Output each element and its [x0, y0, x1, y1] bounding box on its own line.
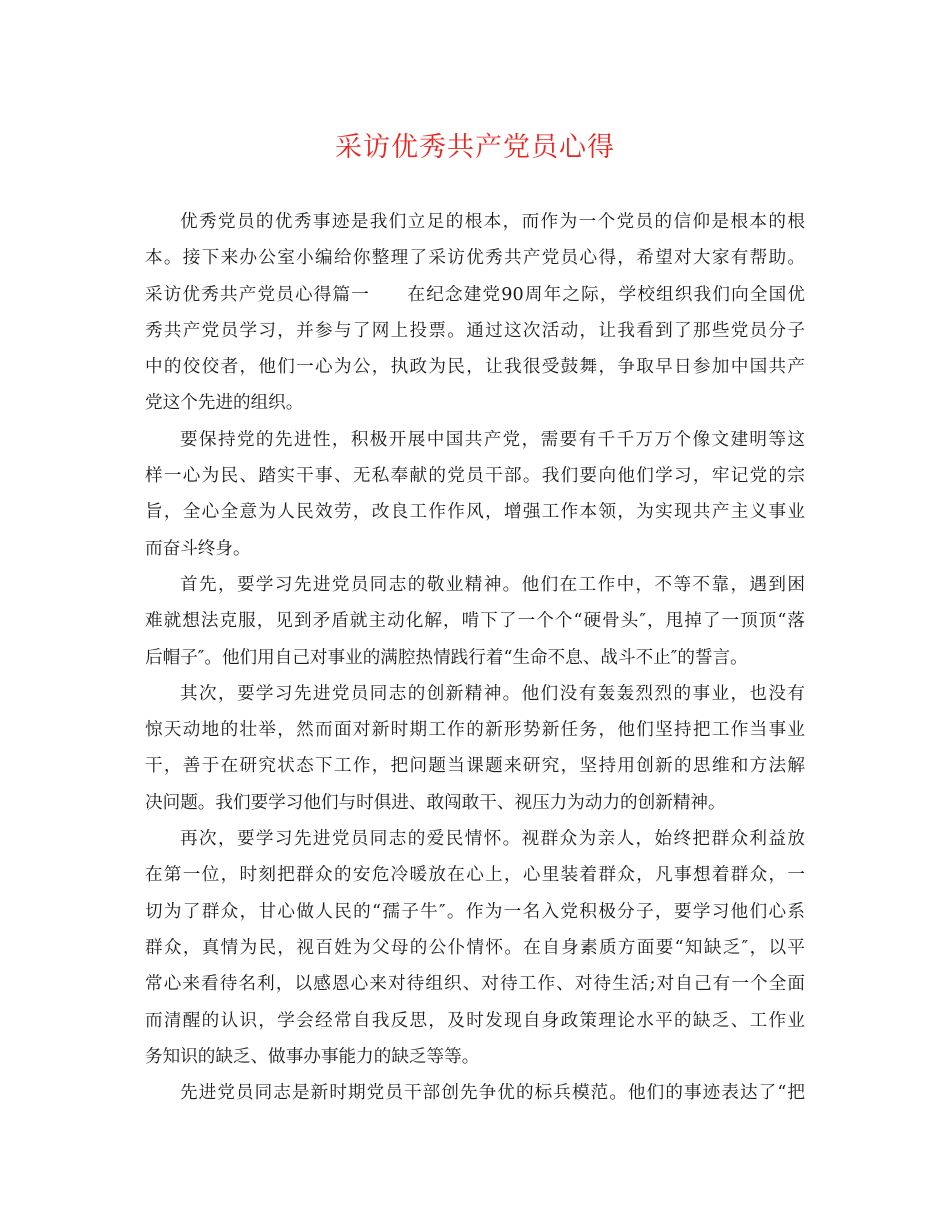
text-line: 难就想法克服，见到矛盾就主动化解，啃下了一个个“硬骨头″，甩掉了一顶顶“落 [145, 611, 805, 632]
text-line: 党这个先进的组织。 [145, 393, 304, 414]
text-line: 样一心为民、踏实干事、无私奉献的党员干部。我们要向他们学习，牢记党的宗 [145, 466, 805, 487]
document-title: 采访优秀共产党员心得 [335, 132, 615, 163]
text-line: 常心来看待名利，以感恩心来对待组织、对待工作、对待生活;对自己有一个全面 [145, 974, 805, 995]
text-line: 决问题。我们要学习他们与时俱进、敢闯敢干、视压力为动力的创新精神。 [145, 792, 726, 813]
text-line: 而清醒的认识，学会经常自我反思，及时发现自身政策理论水平的缺乏、工作业 [145, 1010, 805, 1031]
text-line: 采访优秀共产党员心得篇一 在纪念建党90周年之际，学校组织我们向全国优 [145, 284, 805, 305]
text-line: 切为了群众，甘心做人民的“孺子牛″。作为一名入党积极分子，要学习他们心系 [145, 901, 805, 922]
text-line: 先进党员同志是新时期党员干部创先争优的标兵模范。他们的事迹表达了“把 [180, 1083, 805, 1104]
text-line: 后帽子″。他们用自己对事业的满腔热情践行着“生命不息、战斗不止″的誓言。 [145, 647, 748, 668]
text-line: 秀共产党员学习，并参与了网上投票。通过这次活动，让我看到了那些党员分子 [145, 320, 805, 341]
text-line: 本。接下来办公室小编给你整理了采访优秀共产党员心得，希望对大家有帮助。 [145, 248, 805, 269]
text-line: 首先，要学习先进党员同志的敬业精神。他们在工作中，不等不靠，遇到困 [180, 574, 805, 595]
text-line: 其次，要学习先进党员同志的创新精神。他们没有轰轰烈烈的事业，也没有 [180, 683, 805, 704]
text-line: 而奋斗终身。 [145, 538, 251, 559]
text-line: 惊天动地的壮举，然而面对新时期工作的新形势新任务，他们坚持把工作当事业 [145, 720, 805, 741]
text-line: 中的佼佼者，他们一心为公，执政为民，让我很受鼓舞，争取早日参加中国共产 [145, 357, 805, 378]
text-line: 干，善于在研究状态下工作，把问题当课题来研究，坚持用创新的思维和方法解 [145, 756, 805, 777]
text-line: 务知识的缺乏、做事办事能力的缺乏等等。 [145, 1046, 480, 1067]
text-line: 在第一位，时刻把群众的安危冷暖放在心上，心里装着群众，凡事想着群众，一 [145, 865, 805, 886]
text-line: 旨，全心全意为人民效劳，改良工作作风，增强工作本领，为实现共产主义事业 [145, 502, 805, 523]
text-line: 群众，真情为民，视百姓为父母的公仆情怀。在自身素质方面要“知缺乏″，以平 [145, 937, 805, 958]
text-line: 再次，要学习先进党员同志的爱民情怀。视群众为亲人，始终把群众利益放 [180, 829, 805, 850]
text-line: 优秀党员的优秀事迹是我们立足的根本，而作为一个党员的信仰是根本的根 [180, 212, 805, 232]
document-body [145, 204, 805, 1111]
text-line: 要保持党的先进性，积极开展中国共产党，需要有千千万万个像文建明等这 [180, 429, 805, 450]
